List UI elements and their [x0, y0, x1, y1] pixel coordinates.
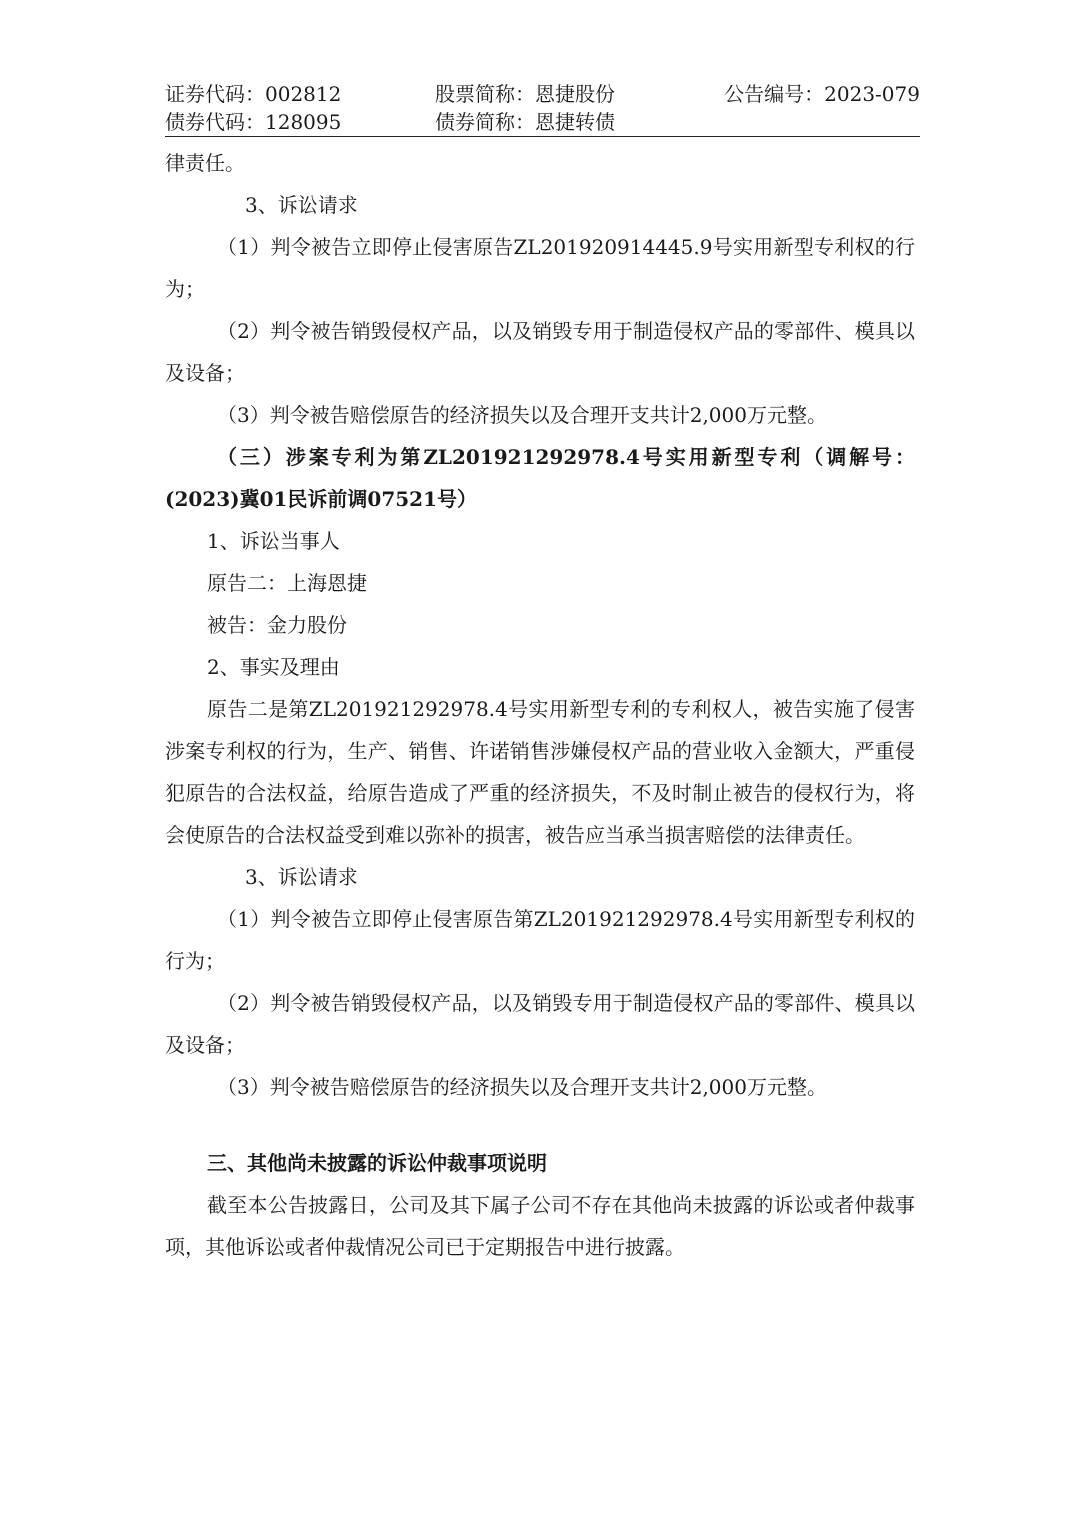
header-row-2: [165, 108, 920, 136]
claim-c-2: （2）判令被告销毁侵权产品，以及销毁专用于制造侵权产品的零部件、模具以及设备；: [165, 991, 915, 1057]
page-header: [165, 80, 920, 136]
header-divider: [165, 136, 920, 137]
carryover-text: 律责任。: [165, 151, 245, 175]
claim-b-1: （1）判令被告立即停止侵害原告ZL201920914445.9号实用新型专利权的行为；: [165, 235, 915, 301]
announcement-number: 公告编号：2023-079: [724, 82, 920, 106]
bond-code: 债券代码：128095: [165, 110, 342, 134]
facts-text: 原告二是第ZL201921292978.4号实用新型专利的专利权人，被告实施了侵害涉案专利权的行为，生产、销售、许诺销售涉嫌侵权产品的营业收入金额大，严重侵犯原告的合法权益，给原告造成了严重的经济损失，不及时制止被告的侵权行为，将会使原告的合法权益受到难以弥补的损害，被告应当承当损害赔偿的法律责任。: [165, 697, 915, 847]
section-c-title: （三）涉案专利为第ZL201921292978.4号实用新型专利（调解号：(2023)冀01民诉前调07521号）: [165, 445, 915, 511]
claims-heading-c: 3、诉讼请求: [245, 865, 358, 889]
section-three-title: 三、其他尚未披露的诉讼仲裁事项说明: [207, 1151, 547, 1175]
header-row-1: [165, 80, 920, 108]
claim-c-3: （3）判令被告赔偿原告的经济损失以及合理开支共计2,000万元整。: [217, 1075, 827, 1099]
claims-heading-b: 3、诉讼请求: [245, 193, 358, 217]
parties-heading: 1、诉讼当事人: [207, 529, 340, 553]
bond-name: 债券简称：恩捷转债: [435, 110, 615, 134]
defendant: 被告：金力股份: [207, 613, 347, 637]
plaintiff: 原告二：上海恩捷: [207, 571, 367, 595]
claim-b-3: （3）判令被告赔偿原告的经济损失以及合理开支共计2,000万元整。: [217, 403, 827, 427]
section-three-text: 截至本公告披露日，公司及其下属子公司不存在其他尚未披露的诉讼或者仲裁事项，其他诉讼或者仲裁情况公司已于定期报告中进行披露。: [165, 1193, 915, 1259]
claim-b-2: （2）判令被告销毁侵权产品，以及销毁专用于制造侵权产品的零部件、模具以及设备；: [165, 319, 915, 385]
section-gap: [165, 1108, 915, 1142]
document-body: [165, 142, 915, 1268]
stock-code: 证券代码：002812: [165, 82, 342, 106]
stock-name: 股票简称：恩捷股份: [435, 82, 615, 106]
facts-heading: 2、事实及理由: [207, 655, 340, 679]
claim-c-1: （1）判令被告立即停止侵害原告第ZL201921292978.4号实用新型专利权的行为；: [165, 907, 915, 973]
